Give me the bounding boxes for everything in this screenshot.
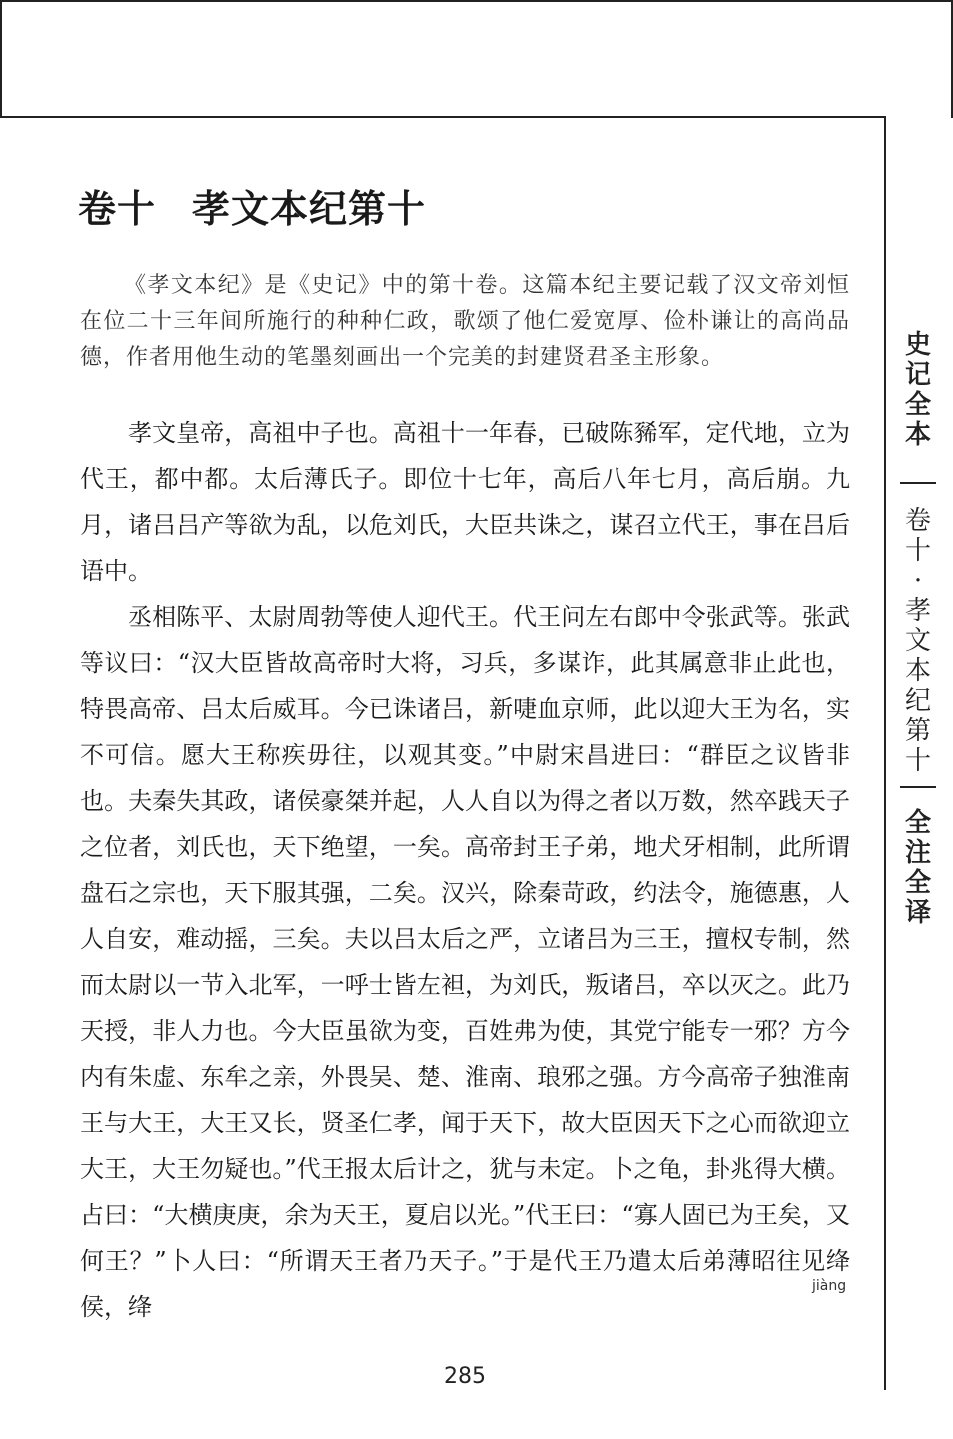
sidebar-char: ·	[913, 566, 923, 596]
chapter-title	[78, 178, 426, 233]
sidebar-char: 译	[904, 898, 931, 928]
sidebar-char: 史	[904, 330, 931, 360]
sidebar-divider	[900, 482, 936, 484]
sidebar-chapter-title	[890, 506, 946, 776]
sidebar-edition	[890, 808, 946, 928]
chapter-intro: 《孝文本纪》是《史记》中的第十卷。这篇本纪主要记载了汉文帝刘恒在位二十三年间所施行的种种仁政，歌颂了他仁爱宽厚、俭朴谦让的高尚品德，作者用他生动的笔墨刻画出一个完美的封建贤君圣主形象。	[80, 273, 850, 370]
scan-border-left	[0, 0, 2, 118]
sidebar-book-title	[890, 330, 946, 450]
sidebar-char: 本	[904, 420, 931, 450]
sidebar-char: 十	[904, 746, 931, 776]
sidebar-char: 文	[904, 626, 931, 656]
scan-border-top	[0, 0, 953, 2]
sidebar-char: 全	[904, 868, 931, 898]
pinyin-annotation: jiàng	[812, 1278, 847, 1294]
sidebar-char: 十	[904, 536, 931, 566]
chapter-name: 孝文本纪第十	[192, 186, 427, 231]
sidebar-char: 纪	[904, 686, 931, 716]
sidebar-char: 孝	[904, 596, 931, 626]
chapter-volume: 卷十	[78, 186, 157, 231]
page-side-rule	[884, 116, 886, 1390]
page-top-rule	[0, 116, 886, 118]
sidebar-char: 第	[904, 716, 931, 746]
page-number: 285	[444, 1364, 486, 1389]
sidebar-char: 全	[904, 808, 931, 838]
sidebar-char: 卷	[904, 506, 931, 536]
sidebar-char: 记	[904, 360, 931, 390]
sidebar-char: 本	[904, 656, 931, 686]
sidebar-divider	[900, 786, 936, 788]
paragraph-2: 丞相陈平、太尉周勃等使人迎代王。代王问左右郎中令张武等。张武等议曰：“汉大臣皆故高帝时大将，习兵，多谋诈，此其属意非止此也，特畏高帝、吕太后威耳。今已诛诸吕，新啑血京师，此以迎大王为名，实不可信。愿大王称疾毋往，以观其变。”中尉宋昌进曰：“群臣之议皆非也。夫秦失其政，诸侯豪桀并起，人人自以为得之者以万数，然卒践天子之位者，刘氏也，天下绝望，一矣。高帝封王子弟，地犬牙相制，此所谓盘石之宗也，天下服其强，二矣。汉兴，除秦苛政，约法令，施德惠，人人自安，难动摇，三矣。夫以吕太后之严，立诸吕为三王，擅权专制，然而太尉以一节入北军，一呼士皆左袒，为刘氏，叛诸吕，卒以灭之。此乃天授，非人力也。今大臣虽欲为变，百姓弗为使，其党宁能专一邪？方今内有朱虚、东牟之亲，外畏吴、楚、淮南、琅邪之强。方今高帝子独淮南王与大王，大王又长，贤圣仁孝，闻于天下，故大臣因天下之心而欲迎立大王，大王勿疑也。”代王报太后计之，犹与未定。卜之龟，卦兆得大横。占曰：“大横庚庚，余为天王，夏启以光。”代王曰：“寡人固已为王矣，又何王？”卜人曰：“所谓天王者乃天子。”于是代王乃遣太后弟薄昭往见绛侯，绛	[80, 603, 850, 1321]
paragraph-1: 孝文皇帝，高祖中子也。高祖十一年春，已破陈豨军，定代地，立为代王，都中都。太后薄氏子。即位十七年，高后八年七月，高后崩。九月，诸吕吕产等欲为乱，以危刘氏，大臣共诛之，谋召立代王，事在吕后语中。	[80, 419, 850, 585]
sidebar-char: 全	[904, 390, 931, 420]
sidebar-char: 注	[904, 838, 931, 868]
main-text	[80, 410, 850, 1330]
